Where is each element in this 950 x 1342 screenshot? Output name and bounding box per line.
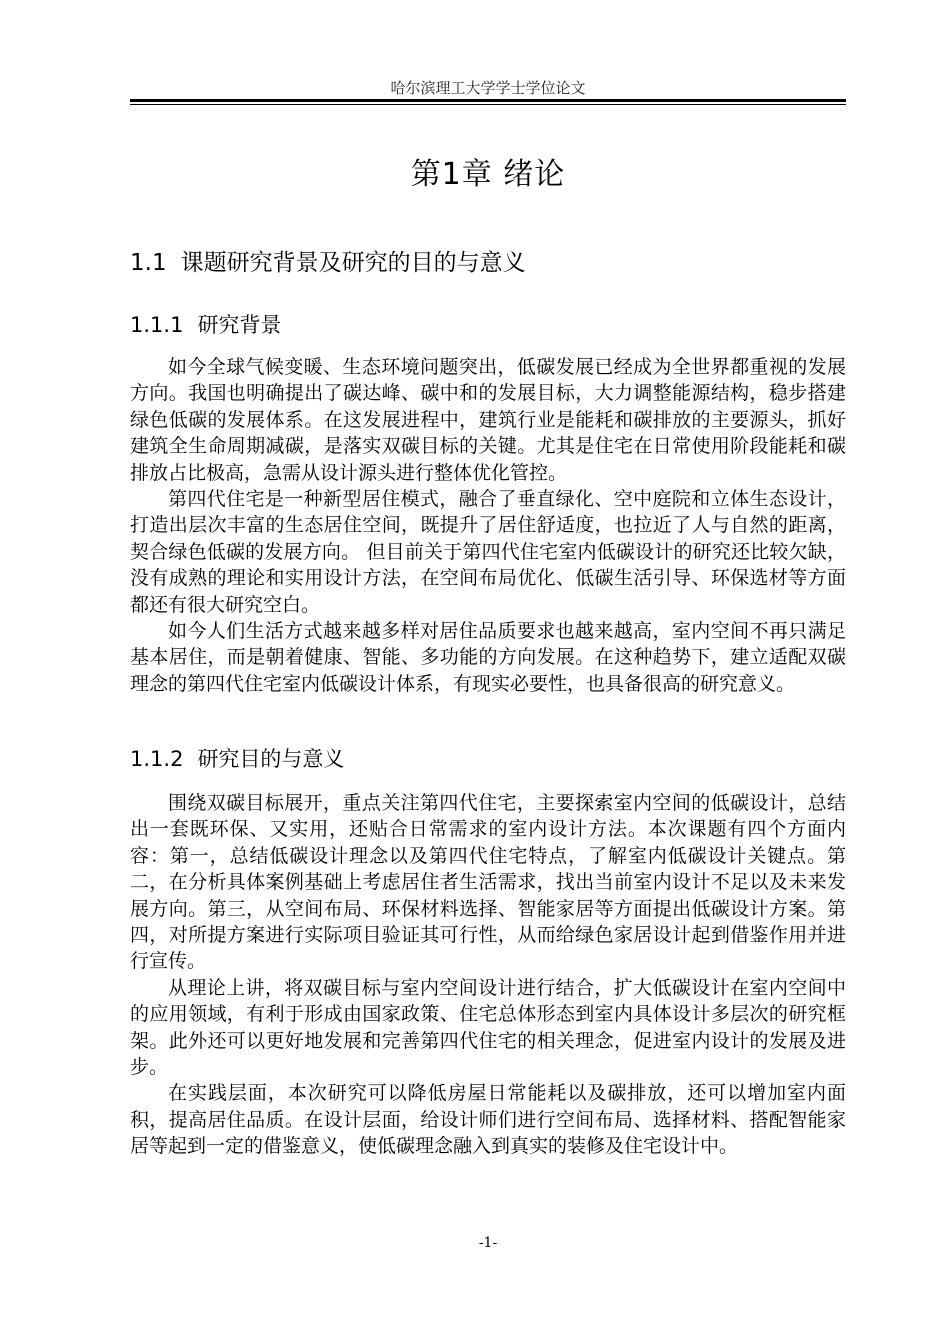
- paragraph: 围绕双碳目标展开，重点关注第四代住宅，主要探索室内空间的低碳设计，总结出一套既环保、又实用，还贴合日常需求的室内设计方法。本次课题有四个方面内容：第一，总结低碳设计理念以及第四代住宅特点，了解室内低碳设计关键点。第二，在分析具体案例基础上考虑居住者生活需求，找出当前室内设计不足以及未来发展方向。第三，从空间布局、环保材料选择、智能家居等方面提出低碳设计方案。第四，对所提方案进行实际项目验证其可行性，从而给绿色家居设计起到借鉴作用并进行宣传。: [130, 792, 846, 973]
- subsection-title: 研究目的与意义: [197, 747, 345, 771]
- paragraph: 第四代住宅是一种新型居住模式，融合了垂直绿化、空中庭院和立体生态设计，打造出层次丰富的生态居住空间，既提升了居住舒适度，也拉近了人与自然的距离，契合绿色低碳的发展方向。 但目前关于第四代住宅室内低碳设计的研究还比较欠缺，没有成熟的理论和实用设计方法，在空间布局优化、低碳生活引导、环保选材等方面都还有很大研究空白。: [130, 488, 846, 616]
- subsection-title: 研究背景: [197, 313, 282, 337]
- subsection-number: 1.1.1: [130, 313, 184, 337]
- section-heading-1-1-1: [130, 310, 281, 340]
- subsection-number: 1.1.2: [130, 747, 184, 771]
- paragraph: 如今人们生活方式越来越多样对居住品质要求也越来越高，室内空间不再只满足基本居住，而是朝着健康、智能、多功能的方向发展。在这种趋势下，建立适配双碳理念的第四代住宅室内低碳设计体系，有现实必要性，也具备很高的研究意义。: [130, 620, 846, 695]
- section-1-1-2-body: [130, 790, 846, 1160]
- chapter-title: 第1章 绪论: [410, 157, 566, 192]
- running-header: 哈尔滨理工大学学士学位论文: [390, 79, 586, 97]
- section-title: 课题研究背景及研究的目的与意义: [180, 250, 526, 276]
- paragraph: 如今全球气候变暖、生态环境问题突出，低碳发展已经成为全世界都重视的发展方向。我国也明确提出了碳达峰、碳中和的发展目标，大力调整能源结构，稳步搭建绿色低碳的发展体系。在这发展进程中，建筑行业是能耗和碳排放的主要源头，抓好建筑全生命周期减碳，是落实双碳目标的关键。尤其是住宅在日常使用阶段能耗和碳排放占比极高，急需从设计源头进行整体优化管控。: [130, 356, 846, 484]
- section-heading-1-1: [130, 247, 526, 279]
- page-number: -1-: [478, 1235, 498, 1251]
- header-rule-thin: [130, 104, 846, 105]
- paragraph: 在实践层面，本次研究可以降低房屋日常能耗以及碳排放，还可以增加室内面积，提高居住品质。在设计层面，给设计师们进行空间布局、选择材料、搭配智能家居等起到一定的借鉴意义，使低碳理念融入到真实的装修及住宅设计中。: [130, 1082, 846, 1158]
- section-1-1-1-body: [130, 354, 846, 697]
- paragraph: 从理论上讲，将双碳目标与室内空间设计进行结合，扩大低碳设计在室内空间中的应用领域，有利于形成由国家政策、住宅总体形态到室内具体设计多层次的研究框架。此外还可以更好地发展和完善第四代住宅的相关理念，促进室内设计的发展及进步。: [130, 976, 846, 1079]
- section-number: 1.1: [130, 250, 167, 276]
- section-heading-1-1-2: [130, 744, 344, 774]
- header-rule-thick: [130, 99, 846, 102]
